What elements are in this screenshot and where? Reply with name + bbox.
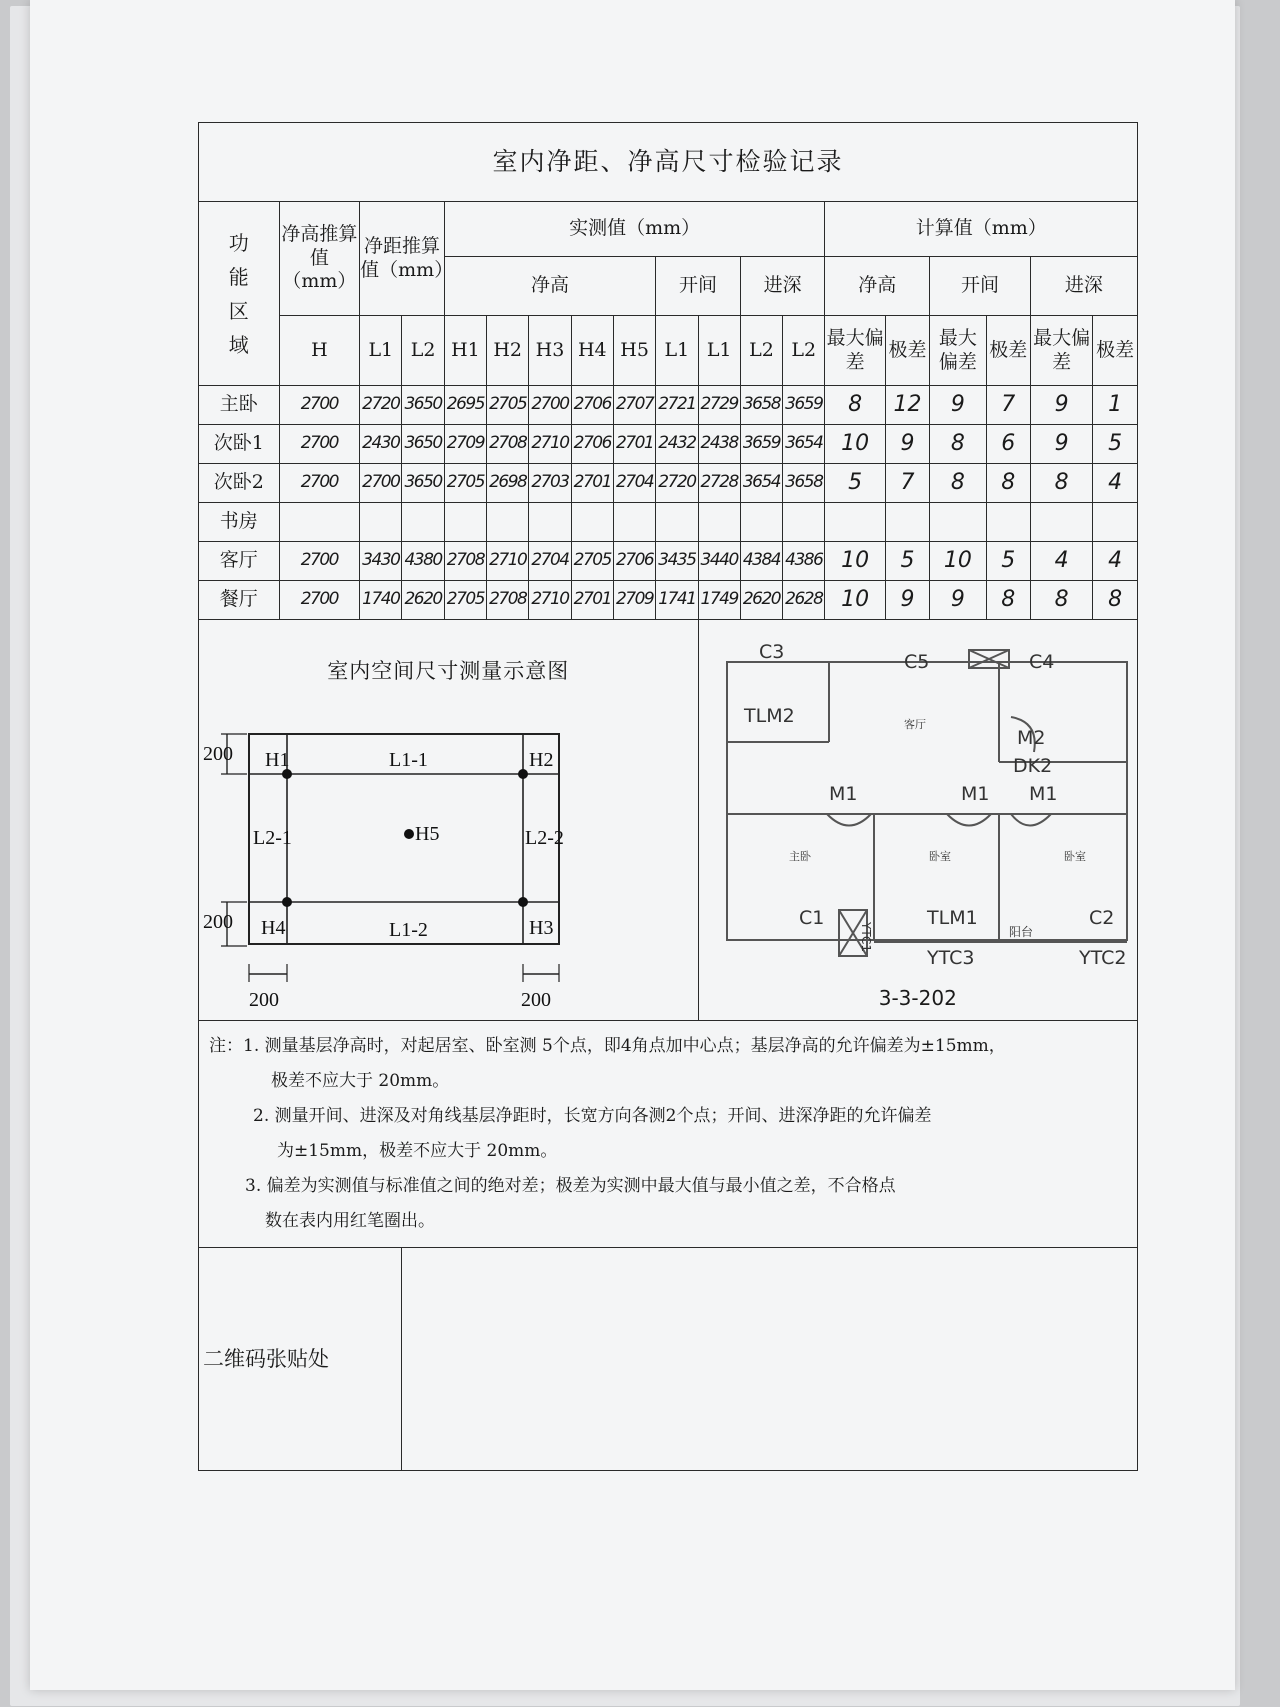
- qr-paste-area: [402, 1248, 1138, 1471]
- table-cell: 4384: [740, 542, 782, 581]
- plan-m1b: M1: [960, 782, 990, 805]
- table-cell: [279, 503, 360, 542]
- measured-depth-header: 进深: [740, 257, 825, 316]
- table-cell: 2709: [613, 581, 655, 620]
- table-cell: [740, 503, 782, 542]
- label-h1: H1: [265, 749, 290, 772]
- table-cell: 2705: [444, 464, 486, 503]
- table-cell: 1741: [656, 581, 698, 620]
- table-cell: 2705: [571, 542, 613, 581]
- table-cell: 2700: [279, 581, 360, 620]
- label-h4: H4: [261, 917, 286, 940]
- table-cell: 4386: [783, 542, 825, 581]
- measured-net-height-header: 净高: [444, 257, 655, 316]
- table-cell: 2705: [444, 581, 486, 620]
- table-cell: [1030, 503, 1092, 542]
- plan-balcony: 阳台: [1008, 924, 1033, 939]
- table-cell: 2700: [279, 386, 360, 425]
- table-cell: 2700: [360, 464, 402, 503]
- data-rows: [199, 386, 1138, 620]
- col-height-max-dev: 最大偏差: [825, 316, 885, 386]
- table-cell: [487, 503, 529, 542]
- plan-tlm1: TLM1: [926, 906, 978, 929]
- label-l22: L2-2: [525, 827, 564, 850]
- col-h3: H3: [529, 316, 571, 386]
- table-cell: 2708: [487, 425, 529, 464]
- table-cell: 9: [930, 386, 986, 425]
- plan-c4: C4: [1028, 650, 1054, 673]
- table-cell: 9: [885, 581, 929, 620]
- table-cell: 2620: [402, 581, 444, 620]
- table-cell: 3658: [740, 386, 782, 425]
- area-name: 主卧: [199, 386, 280, 425]
- table-cell: 2700: [279, 542, 360, 581]
- record-table: [198, 122, 1138, 1471]
- table-cell: 1: [1093, 386, 1138, 425]
- table-row: [199, 503, 1138, 542]
- table-cell: 2720: [360, 386, 402, 425]
- floor-plan: [698, 620, 1137, 1021]
- table-cell: 2701: [571, 464, 613, 503]
- area-header: 功 能 区 域: [199, 202, 280, 386]
- col-depth-range: 极差: [1093, 316, 1138, 386]
- table-cell: 3650: [402, 386, 444, 425]
- table-cell: 3650: [402, 464, 444, 503]
- label-l12: L1-2: [389, 919, 428, 942]
- table-cell: [656, 503, 698, 542]
- table-cell: 2708: [444, 542, 486, 581]
- table-cell: 7: [885, 464, 929, 503]
- table-cell: 3658: [783, 464, 825, 503]
- table-cell: [360, 503, 402, 542]
- col-open-range: 极差: [986, 316, 1030, 386]
- net-height-calc-header: 净高推算值（mm）: [279, 202, 360, 316]
- calc-open-bay-header: 开间: [930, 257, 1031, 316]
- calculated-header: 计算值（mm）: [825, 202, 1138, 257]
- table-row: [199, 425, 1138, 464]
- area-name: 次卧2: [199, 464, 280, 503]
- table-cell: 4380: [402, 542, 444, 581]
- plan-master: 主卧: [788, 849, 811, 863]
- area-name: 餐厅: [199, 581, 280, 620]
- table-cell: 3435: [656, 542, 698, 581]
- label-l21: L2-1: [253, 827, 292, 850]
- label-h2: H2: [529, 749, 554, 772]
- dim-right: 200: [521, 989, 551, 1012]
- table-cell: [529, 503, 571, 542]
- table-cell: [783, 503, 825, 542]
- table-cell: 2709: [444, 425, 486, 464]
- table-cell: 10: [825, 542, 885, 581]
- table-cell: 8: [930, 464, 986, 503]
- col-h2: H2: [487, 316, 529, 386]
- table-cell: 2620: [740, 581, 782, 620]
- form-title: 室内净距、净高尺寸检验记录: [199, 123, 1138, 202]
- table-cell: [444, 503, 486, 542]
- table-cell: 8: [986, 581, 1030, 620]
- table-cell: 3430: [360, 542, 402, 581]
- table-cell: 2703: [529, 464, 571, 503]
- table-cell: 3650: [402, 425, 444, 464]
- table-cell: 2698: [487, 464, 529, 503]
- qr-label: 二维码张贴处: [199, 1248, 402, 1471]
- table-cell: 10: [930, 542, 986, 581]
- plan-c1: C1: [798, 906, 824, 929]
- table-cell: 5: [885, 542, 929, 581]
- table-cell: 4: [1030, 542, 1092, 581]
- label-l11: L1-1: [389, 749, 428, 772]
- col-l2: L2: [402, 316, 444, 386]
- plan-bed2: 卧室: [1063, 849, 1086, 863]
- table-cell: 2701: [613, 425, 655, 464]
- note-line: 极差不应大于 20mm。: [271, 1071, 450, 1091]
- plan-c3: C3: [758, 641, 784, 663]
- table-cell: 9: [1030, 386, 1092, 425]
- plan-m1a: M1: [828, 782, 858, 805]
- table-cell: 3659: [783, 386, 825, 425]
- table-cell: 9: [885, 425, 929, 464]
- table-cell: 2706: [613, 542, 655, 581]
- plan-ytc3: YTC3: [926, 946, 974, 969]
- note-line: 为±15mm，极差不应大于 20mm。: [277, 1141, 558, 1161]
- table-cell: 2729: [698, 386, 740, 425]
- dim-left: 200: [249, 989, 279, 1012]
- table-cell: 2700: [279, 464, 360, 503]
- table-cell: 2704: [613, 464, 655, 503]
- plan-living: 客厅: [903, 717, 926, 731]
- table-row: [199, 542, 1138, 581]
- plan-ytc2: YTC2: [1078, 946, 1126, 969]
- col-h4: H4: [571, 316, 613, 386]
- table-cell: [825, 503, 885, 542]
- table-cell: 3659: [740, 425, 782, 464]
- diagram-title: 室内空间尺寸测量示意图: [327, 658, 570, 683]
- plan-m1c: M1: [1028, 782, 1058, 805]
- inspection-form: [198, 122, 1138, 1482]
- col-l1: L1: [360, 316, 402, 386]
- table-cell: 2706: [571, 425, 613, 464]
- table-cell: 2710: [487, 542, 529, 581]
- note-line: 2. 测量开间、进深及对角线基层净距时，长宽方向各测2个点；开间、进深净距的允许偏差: [253, 1106, 932, 1126]
- table-cell: 2705: [487, 386, 529, 425]
- notes-block: [199, 1021, 1138, 1248]
- plan-c2: C2: [1088, 906, 1114, 929]
- table-cell: 5: [986, 542, 1030, 581]
- table-cell: 2701: [571, 581, 613, 620]
- table-cell: 2438: [698, 425, 740, 464]
- table-cell: [885, 503, 929, 542]
- table-cell: [571, 503, 613, 542]
- plan-bed1: 卧室: [928, 849, 951, 863]
- table-cell: 3654: [740, 464, 782, 503]
- table-cell: 2700: [279, 425, 360, 464]
- table-cell: [1093, 503, 1138, 542]
- col-open-l1a: L1: [656, 316, 698, 386]
- table-cell: 10: [825, 425, 885, 464]
- table-cell: 2710: [529, 425, 571, 464]
- col-h5: H5: [613, 316, 655, 386]
- measurement-diagram: [199, 620, 699, 1021]
- table-cell: 3440: [698, 542, 740, 581]
- table-cell: 8: [986, 464, 1030, 503]
- col-open-max-dev: 最大偏差: [930, 316, 986, 386]
- table-cell: 5: [1093, 425, 1138, 464]
- table-cell: 2721: [656, 386, 698, 425]
- area-name: 客厅: [199, 542, 280, 581]
- table-cell: 8: [825, 386, 885, 425]
- label-h3: H3: [529, 917, 554, 940]
- paper-sheet: [30, 0, 1235, 1690]
- col-height-range: 极差: [885, 316, 929, 386]
- plan-ytc1: YTC1: [858, 921, 873, 952]
- note-line: 注：1. 测量基层净高时，对起居室、卧室测 5个点，即4角点加中心点；基层净高的允许偏差为±15mm，: [209, 1036, 1006, 1056]
- col-depth-l2b: L2: [783, 316, 825, 386]
- measured-header: 实测值（mm）: [444, 202, 825, 257]
- table-cell: 2707: [613, 386, 655, 425]
- plan-c5: C5: [903, 650, 929, 673]
- col-open-l1b: L1: [698, 316, 740, 386]
- table-cell: 7: [986, 386, 1030, 425]
- table-row: [199, 464, 1138, 503]
- dim-bottom: 200: [203, 911, 233, 934]
- net-dist-calc-header: 净距推算值（mm）: [360, 202, 445, 316]
- table-cell: 5: [825, 464, 885, 503]
- col-depth-l2a: L2: [740, 316, 782, 386]
- table-cell: 2708: [487, 581, 529, 620]
- table-cell: 1749: [698, 581, 740, 620]
- col-h1: H1: [444, 316, 486, 386]
- table-cell: 2695: [444, 386, 486, 425]
- table-cell: 8: [1030, 464, 1092, 503]
- floor-plan-drawing: [699, 642, 1147, 972]
- table-cell: 4: [1093, 542, 1138, 581]
- table-cell: 2628: [783, 581, 825, 620]
- note-line: 3. 偏差为实测值与标准值之间的绝对差；极差为实测中最大值与最小值之差，不合格点: [245, 1176, 896, 1196]
- table-cell: [698, 503, 740, 542]
- table-cell: 2710: [529, 581, 571, 620]
- table-cell: 6: [986, 425, 1030, 464]
- plan-tlm2: TLM2: [743, 704, 795, 727]
- plan-dk2: DK2: [1012, 754, 1052, 777]
- table-cell: 2430: [360, 425, 402, 464]
- table-cell: 8: [1030, 581, 1092, 620]
- calc-net-height-header: 净高: [825, 257, 930, 316]
- table-cell: 9: [1030, 425, 1092, 464]
- table-cell: 2432: [656, 425, 698, 464]
- table-cell: 2728: [698, 464, 740, 503]
- table-cell: 9: [930, 581, 986, 620]
- table-row: [199, 386, 1138, 425]
- table-cell: 4: [1093, 464, 1138, 503]
- area-name: 书房: [199, 503, 280, 542]
- dim-top: 200: [203, 743, 233, 766]
- plan-m2: M2: [1016, 726, 1046, 749]
- table-cell: [402, 503, 444, 542]
- area-name: 次卧1: [199, 425, 280, 464]
- table-cell: 3654: [783, 425, 825, 464]
- table-cell: [986, 503, 1030, 542]
- table-cell: 2700: [529, 386, 571, 425]
- plan-id: 3-3-202: [878, 985, 957, 1010]
- col-h: H: [279, 316, 360, 386]
- table-cell: 2706: [571, 386, 613, 425]
- table-row: [199, 581, 1138, 620]
- label-h5: H5: [415, 823, 440, 846]
- table-cell: 12: [885, 386, 929, 425]
- table-cell: 8: [1093, 581, 1138, 620]
- table-cell: [613, 503, 655, 542]
- col-depth-max-dev: 最大偏差: [1030, 316, 1092, 386]
- table-cell: 10: [825, 581, 885, 620]
- table-cell: 1740: [360, 581, 402, 620]
- measured-open-bay-header: 开间: [656, 257, 741, 316]
- table-cell: 2704: [529, 542, 571, 581]
- table-cell: 2720: [656, 464, 698, 503]
- note-line: 数在表内用红笔圈出。: [265, 1211, 435, 1231]
- calc-depth-header: 进深: [1030, 257, 1137, 316]
- table-cell: [930, 503, 986, 542]
- table-cell: 8: [930, 425, 986, 464]
- measurement-sketch: [199, 684, 619, 1014]
